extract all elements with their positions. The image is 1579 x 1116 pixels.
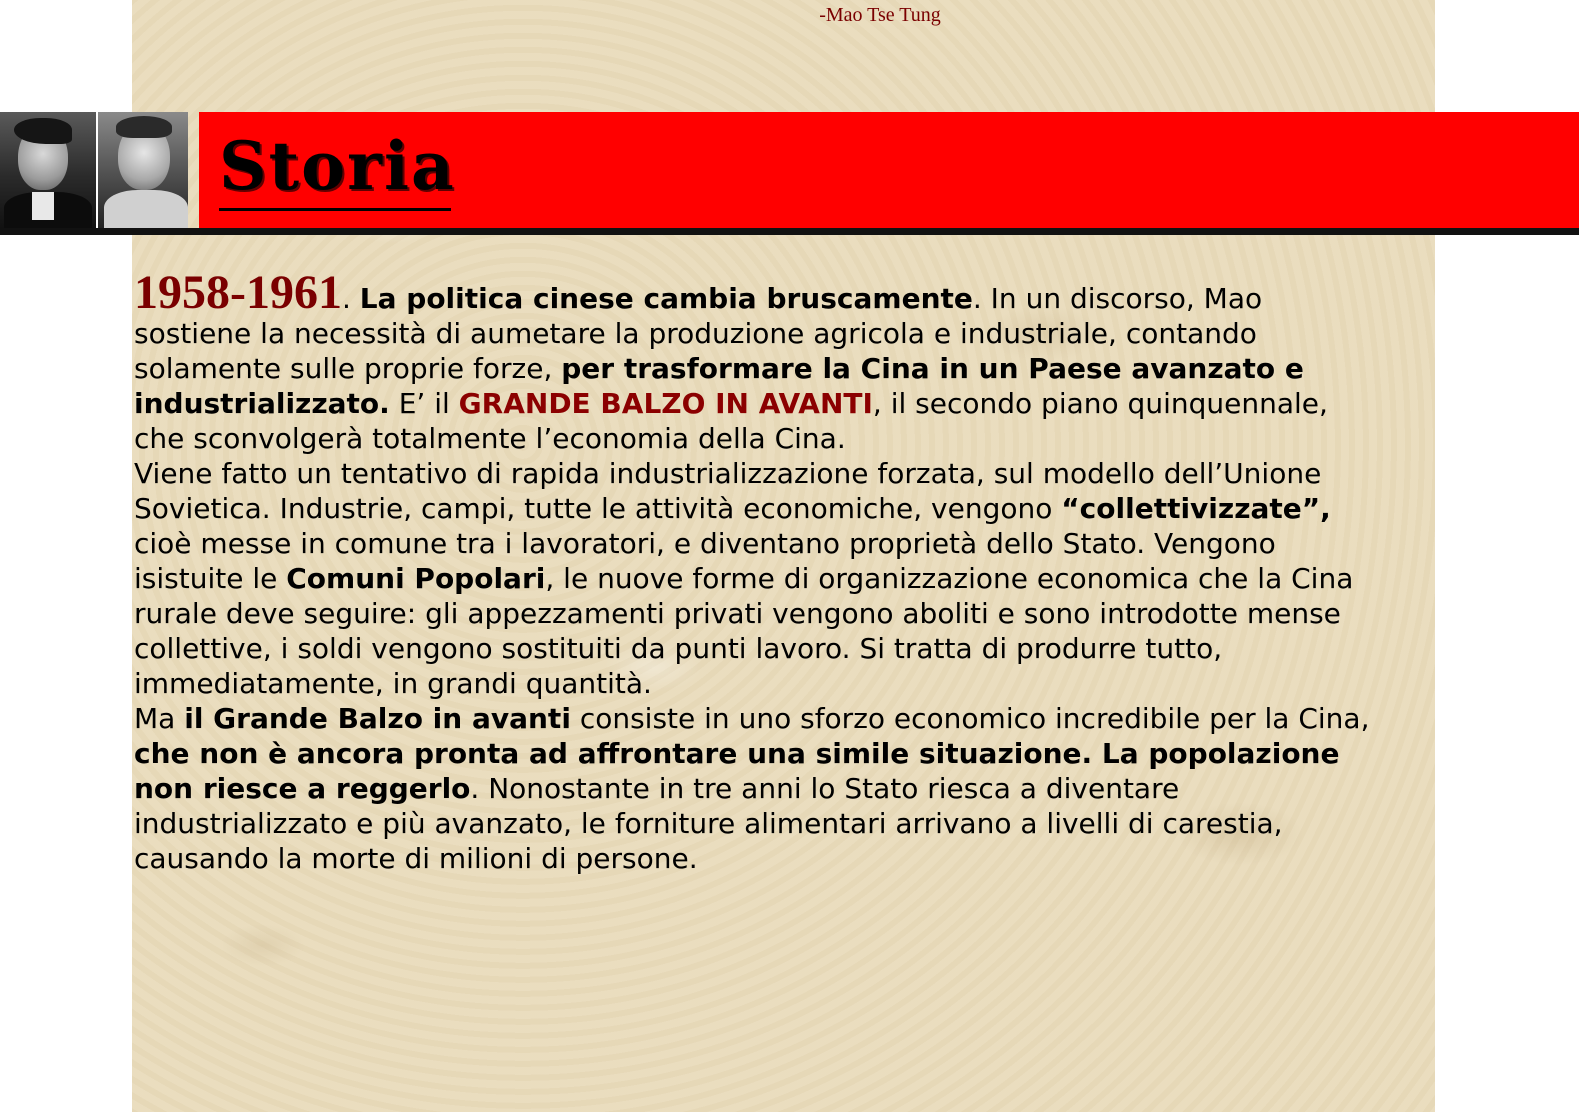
bold-text: per trasformare la Cina in un Paese avanzato e industrializzato. [134, 352, 1304, 420]
quote-author: -Mao Tse Tung [819, 4, 941, 26]
banner-divider [0, 228, 1579, 235]
header-banner [0, 112, 1579, 235]
bold-text: il Grande Balzo in avanti [184, 702, 571, 735]
text-span: E’ il [389, 387, 459, 420]
highlight-text: GRANDE BALZO IN AVANTI [458, 387, 873, 420]
bold-text: “collettivizzate”, [1061, 492, 1331, 525]
text-span: . [341, 282, 360, 315]
text-span: . Nonostante in tre anni lo Stato riesca a diventare industrializzato e più avanzato, le forniture alimentari arrivano a livelli di carestia, causando la morte di milioni di persone. [134, 772, 1283, 875]
portrait-1 [0, 112, 96, 228]
paragraph-1 [134, 266, 1384, 456]
bold-text: che non è ancora pronta ad affrontare una simile situazione. La popolazione non riesce a reggerlo [134, 737, 1340, 805]
year-heading: 1958-1961 [134, 266, 342, 319]
paragraph-2 [134, 456, 1384, 701]
text-span: Ma [134, 702, 185, 735]
text-span: , il secondo piano quinquennale, che sconvolgerà totalmente l’economia della Cina. [134, 387, 1328, 455]
title-underline [219, 208, 451, 211]
text-span: consiste in uno sforzo economico incredibile per la Cina, [570, 702, 1370, 735]
bold-text: La politica cinese cambia bruscamente [359, 282, 973, 315]
text-span: . In un discorso, Mao sostiene la necessità di aumetare la produzione agricola e industriale, contando solamente sulle proprie forze, [134, 282, 1263, 385]
paragraph-3 [134, 701, 1384, 876]
article-body [134, 266, 1384, 876]
page-title: Storia [219, 127, 456, 205]
text-span: Viene fatto un tentativo di rapida industrializzazione forzata, sul modello dell’Unione Sovietica. Industrie, campi, tutte le attività economiche, vengono [134, 457, 1322, 525]
bold-text: Comuni Popolari [286, 562, 546, 595]
text-span: cioè messe in comune tra i lavoratori, e diventano proprietà dello Stato. Vengono isistuite le [134, 527, 1276, 595]
text-span: , le nuove forme di organizzazione economica che la Cina rurale deve seguire: gli appezzamenti privati vengono aboliti e sono introdotte mense collettive, i soldi vengono sostituiti da punti lavoro. Si tratta di produrre tutto, immediatamente, in grandi quantità. [134, 562, 1354, 700]
portrait-2 [98, 112, 188, 228]
